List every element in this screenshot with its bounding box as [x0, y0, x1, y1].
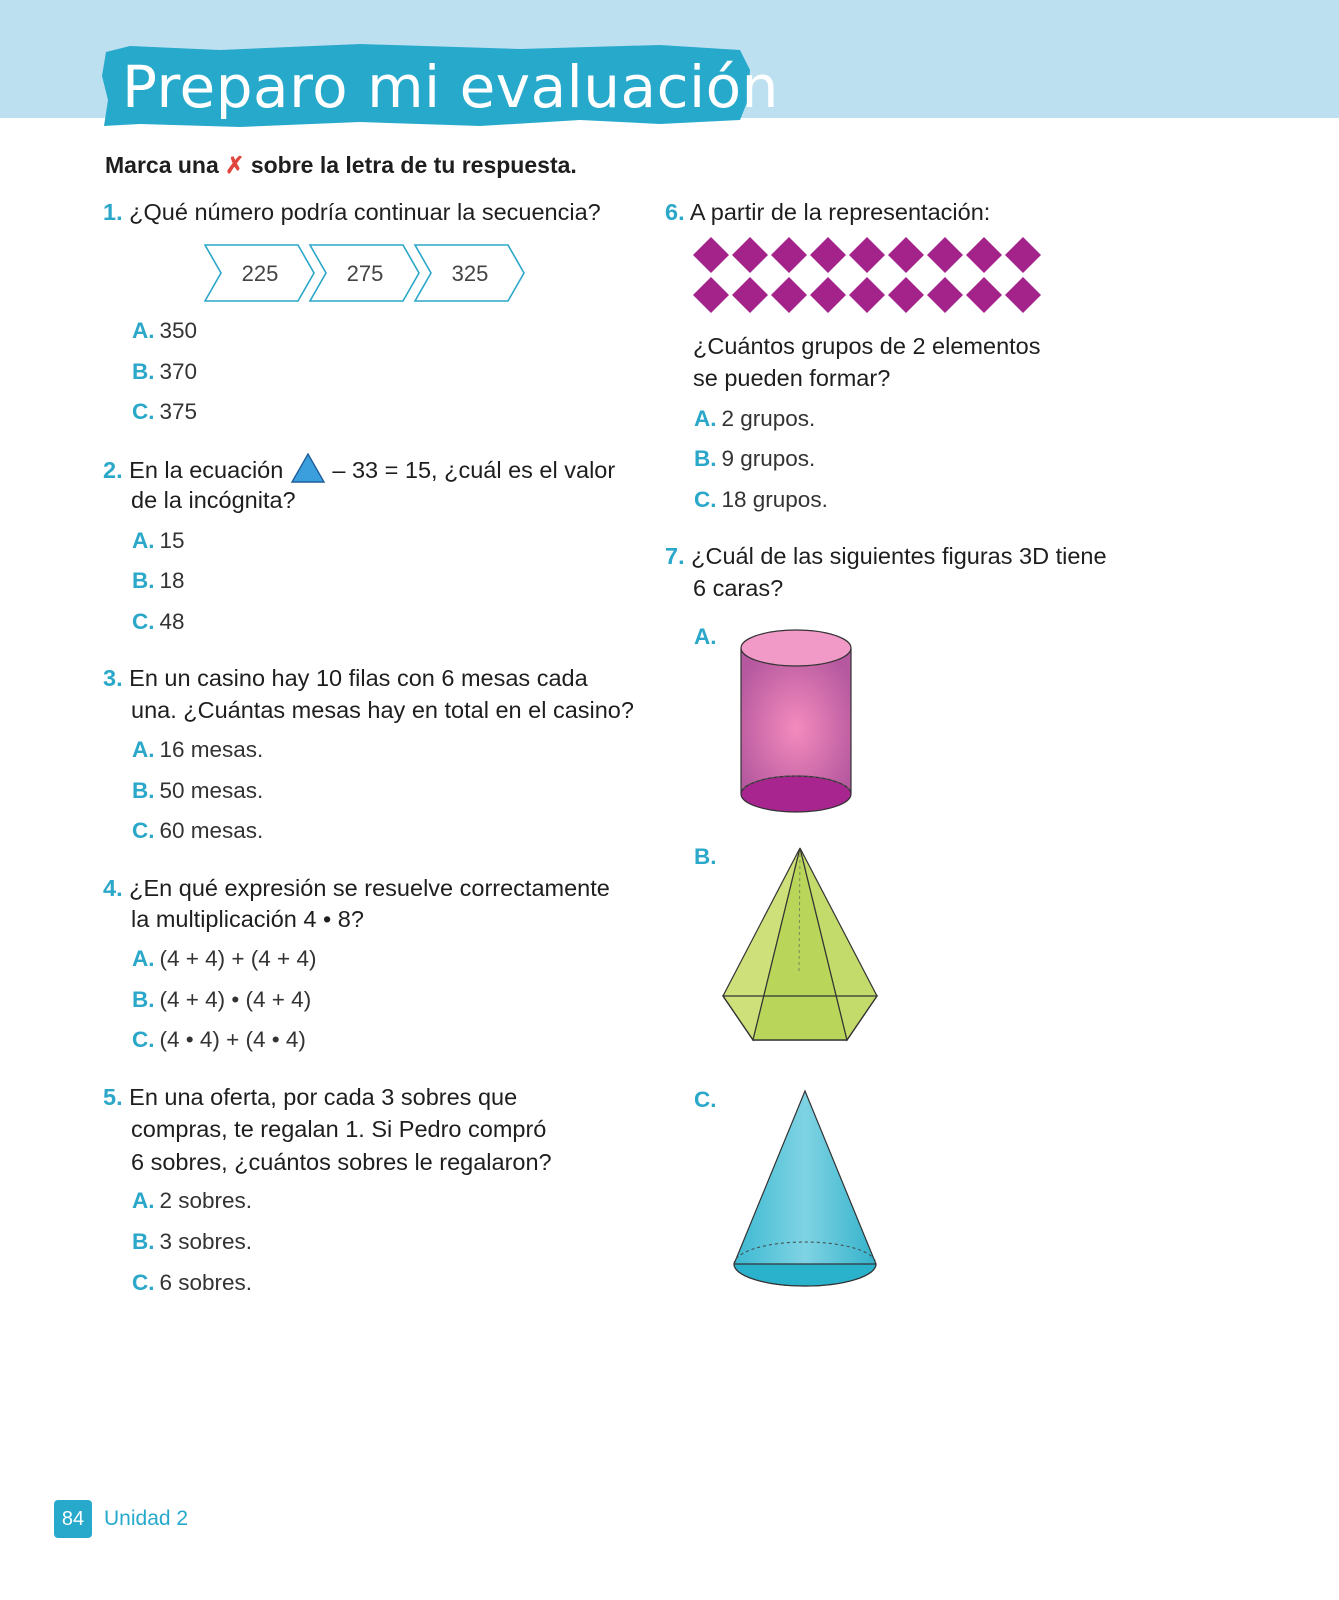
page-title: Preparo mi evaluación	[122, 53, 779, 121]
page-number: 84	[54, 1500, 92, 1538]
question-2	[103, 452, 615, 486]
question-text: ¿Qué número podría continuar la secuencia?	[129, 199, 601, 225]
option-letter: C.	[132, 1027, 155, 1052]
option-letter: C.	[694, 487, 717, 512]
option-letter: B.	[132, 778, 155, 803]
question-number: 5.	[103, 1084, 123, 1110]
option-c[interactable]	[132, 1027, 306, 1053]
option-letter: C.	[132, 399, 155, 424]
option-b[interactable]	[132, 1229, 252, 1255]
option-letter: B.	[132, 987, 155, 1012]
question-2-line2: de la incógnita?	[131, 487, 296, 513]
option-c[interactable]	[694, 487, 828, 513]
option-text: 18	[159, 568, 185, 593]
diamond-icon	[927, 237, 963, 273]
option-b[interactable]	[132, 568, 185, 594]
sequence-value: 275	[346, 261, 384, 286]
option-b[interactable]	[132, 987, 311, 1013]
instruction-after: sobre la letra de tu respuesta.	[244, 152, 577, 178]
question-3-line2: una. ¿Cuántas mesas hay en total en el casino?	[131, 697, 634, 723]
option-text: 9 grupos.	[721, 446, 816, 471]
diamond-icon	[732, 277, 768, 313]
unit-label: Unidad 2	[104, 1507, 189, 1530]
sequence-arrow-1	[205, 245, 314, 301]
question-number: 1.	[103, 199, 123, 225]
instruction-before: Marca una	[105, 152, 226, 178]
diamond-icon	[888, 277, 924, 313]
question-1	[103, 196, 601, 228]
question-6-line1: ¿Cuántos grupos de 2 elementos	[693, 333, 1041, 359]
question-7-line2: 6 caras?	[693, 575, 784, 601]
x-mark-icon: ✗	[225, 152, 245, 178]
option-c[interactable]: C.	[694, 1087, 717, 1112]
question-number: 6.	[665, 199, 685, 225]
pentagonal-pyramid-icon[interactable]	[718, 845, 882, 1045]
option-a[interactable]: A.	[694, 624, 717, 649]
option-letter: A.	[132, 1188, 155, 1213]
sequence-value: 225	[241, 261, 279, 286]
diamond-icon	[849, 277, 885, 313]
option-letter: B.	[132, 1229, 155, 1254]
option-c[interactable]	[132, 818, 263, 844]
option-text: 3 sobres.	[159, 1229, 253, 1254]
option-letter: C.	[132, 1270, 155, 1295]
option-text: 15	[159, 528, 185, 553]
question-text: ¿En qué expresión se resuelve correctamente	[129, 875, 610, 901]
option-text: 2 sobres.	[159, 1188, 253, 1213]
question-5	[103, 1081, 517, 1113]
option-letter: A.	[694, 406, 717, 431]
question-text: ¿Cuál de las siguientes figuras 3D tiene	[691, 543, 1107, 569]
option-letter: A.	[132, 528, 155, 553]
option-text: 18 grupos.	[721, 487, 828, 512]
option-b[interactable]	[132, 359, 197, 385]
option-letter: C.	[132, 609, 155, 634]
diamond-icon	[693, 237, 729, 273]
question-4	[103, 872, 610, 904]
option-letter: B.	[132, 359, 155, 384]
diamond-icon	[771, 237, 807, 273]
question-text: En un casino hay 10 filas con 6 mesas cada	[129, 665, 588, 691]
option-text: (4 + 4) • (4 + 4)	[159, 987, 312, 1012]
cone-icon[interactable]	[730, 1088, 880, 1296]
sequence-value: 325	[451, 261, 489, 286]
diamond-icon	[966, 237, 1002, 273]
option-letter: A.	[132, 318, 155, 343]
question-6	[665, 196, 990, 228]
option-a[interactable]	[132, 737, 263, 763]
question-3	[103, 662, 588, 694]
instruction	[105, 152, 577, 179]
sequence-arrows	[204, 244, 526, 302]
option-text: (4 • 4) + (4 • 4)	[159, 1027, 306, 1052]
diamond-icon	[810, 277, 846, 313]
option-letter: A.	[132, 946, 155, 971]
option-letter: B.	[694, 446, 717, 471]
question-number: 4.	[103, 875, 123, 901]
triangle-icon	[290, 452, 326, 484]
diamond-icon	[927, 277, 963, 313]
cylinder-icon[interactable]	[735, 624, 857, 816]
option-text: 370	[159, 359, 198, 384]
option-text: 6 sobres.	[159, 1270, 253, 1295]
option-letter: A.	[132, 737, 155, 762]
question-text-before: En la ecuación	[129, 457, 284, 483]
diamond-icon	[732, 237, 768, 273]
option-text: 2 grupos.	[721, 406, 816, 431]
diamond-icon	[810, 237, 846, 273]
option-a[interactable]	[132, 1188, 252, 1214]
option-b[interactable]	[132, 778, 263, 804]
option-letter: B.	[132, 568, 155, 593]
question-number: 7.	[665, 543, 685, 569]
option-a[interactable]	[132, 318, 197, 344]
question-6-line2: se pueden formar?	[693, 365, 891, 391]
option-text: 375	[159, 399, 198, 424]
diamond-icon	[1005, 237, 1041, 273]
option-letter: C.	[132, 818, 155, 843]
question-text: En una oferta, por cada 3 sobres que	[129, 1084, 518, 1110]
option-c[interactable]	[132, 609, 185, 635]
diamond-icon	[888, 237, 924, 273]
sequence-arrow-2	[310, 245, 419, 301]
option-text: 60 mesas.	[159, 818, 264, 843]
option-a[interactable]	[694, 406, 815, 432]
question-text-after: – 33 = 15, ¿cuál es el valor	[332, 457, 616, 483]
question-4-line2: la multiplicación 4 • 8?	[131, 906, 364, 932]
option-c[interactable]	[132, 1270, 252, 1296]
option-a[interactable]	[132, 528, 185, 554]
option-text: (4 + 4) + (4 + 4)	[159, 946, 317, 971]
question-7	[665, 540, 1107, 572]
option-text: 50 mesas.	[159, 778, 264, 803]
question-5-line3: 6 sobres, ¿cuántos sobres le regalaron?	[131, 1149, 552, 1175]
option-b[interactable]: B.	[694, 844, 717, 869]
question-text: A partir de la representación:	[689, 199, 991, 225]
sequence-arrow-3	[415, 245, 524, 301]
diamond-icon	[849, 237, 885, 273]
option-a[interactable]	[132, 946, 316, 972]
diamond-icon	[1005, 277, 1041, 313]
question-5-line2: compras, te regalan 1. Si Pedro compró	[131, 1116, 547, 1142]
question-number: 3.	[103, 665, 123, 691]
option-text: 48	[159, 609, 185, 634]
option-c[interactable]	[132, 399, 197, 425]
option-text: 16 mesas.	[159, 737, 264, 762]
question-number: 2.	[103, 457, 123, 483]
diamond-icon	[693, 277, 729, 313]
option-text: 350	[159, 318, 198, 343]
diamond-icon	[966, 277, 1002, 313]
diamond-icon	[771, 277, 807, 313]
option-b[interactable]	[694, 446, 815, 472]
diamond-grid	[692, 236, 1042, 316]
